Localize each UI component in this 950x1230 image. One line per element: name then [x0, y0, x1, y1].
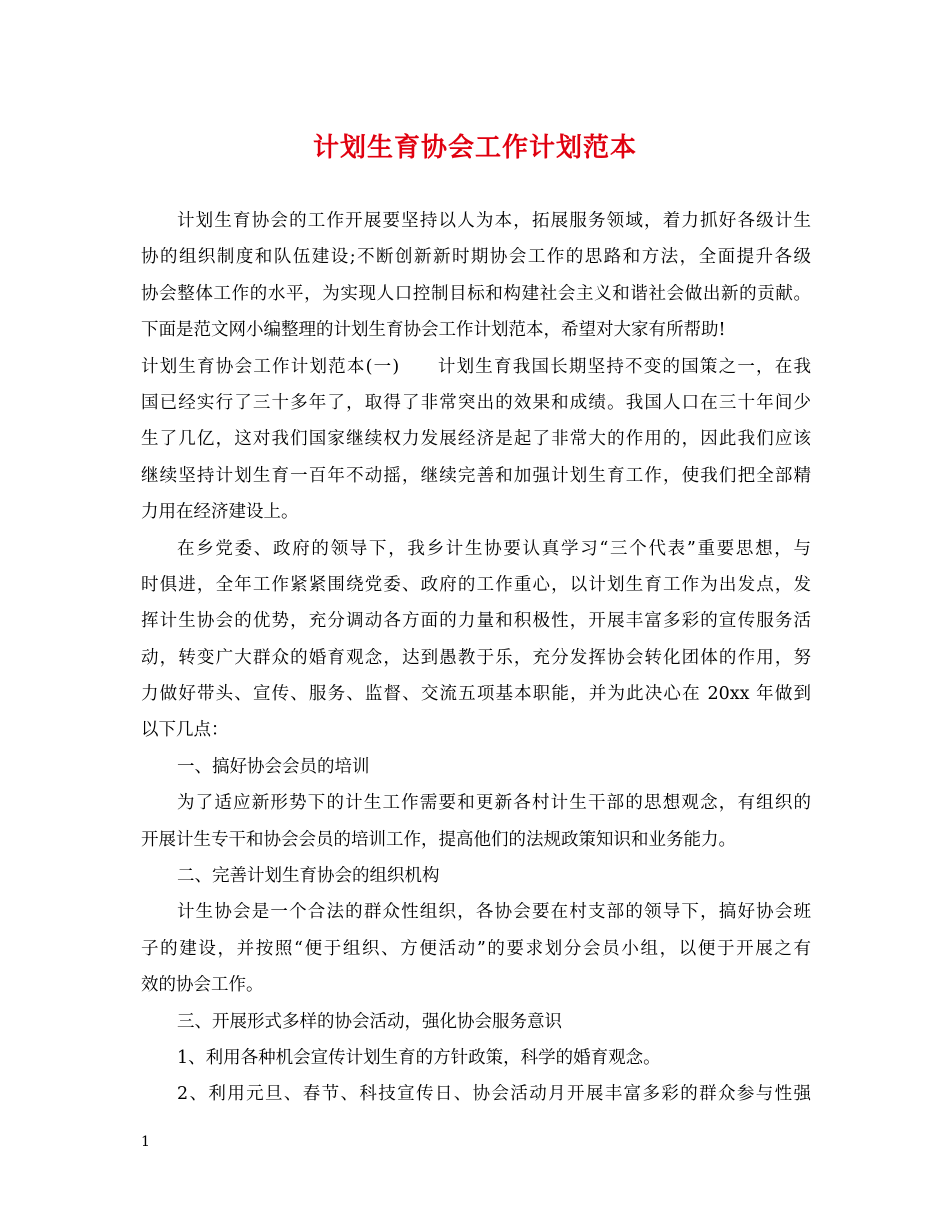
document-title: 计划生育协会工作计划范本 — [312, 133, 637, 163]
text-line: 下面是范文网小编整理的计划生育协会工作计划范本，希望对大家有所帮助! — [141, 320, 726, 341]
text-line: 生了几亿，这对我们国家继续权力发展经济是起了非常大的作用的，因此我们应该 — [141, 429, 811, 450]
text-line: 继续坚持计划生育一百年不动摇，继续完善和加强计划生育工作，使我们把全部精 — [141, 465, 811, 486]
section-heading: 三、开展形式多样的协会活动，强化协会服务意识 — [177, 1011, 562, 1032]
page-number: 1 — [141, 1134, 150, 1150]
text-line: 协的组织制度和队伍建设;不断创新新时期协会工作的思路和方法，全面提升各级 — [141, 247, 811, 268]
text-line: 以下几点： — [141, 720, 229, 741]
text-line: 力用在经济建设上。 — [141, 502, 299, 523]
text-line: 为了适应新形势下的计生工作需要和更新各村计生干部的思想观念，有组织的 — [177, 793, 811, 814]
text-line: 计划生育协会工作计划范本(一) 计划生育我国长期坚持不变的国策之一，在我 — [141, 356, 811, 377]
list-item: 2、利用元旦、春节、科技宣传日、协会活动月开展丰富多彩的群众参与性强 — [177, 1084, 811, 1105]
text-line: 协会整体工作的水平，为实现人口控制目标和构建社会主义和谐社会做出新的贡献。 — [141, 283, 811, 304]
text-line: 效的协会工作。 — [141, 975, 264, 996]
text-line: 计划生育协会的工作开展要坚持以人为本，拓展服务领域，着力抓好各级计生 — [177, 211, 811, 231]
text-line: 力做好带头、宣传、服务、监督、交流五项基本职能，并为此决心在 20xx 年做到 — [141, 684, 811, 705]
text-line: 开展计生专干和协会会员的培训工作，提高他们的法规政策知识和业务能力。 — [141, 829, 736, 850]
text-line: 子的建设，并按照“便于组织、方便活动”的要求划分会员小组，以便于开展之有 — [141, 938, 811, 959]
text-line: 动，转变广大群众的婚育观念，达到愚教于乐，充分发挥协会转化团体的作用，努 — [141, 647, 811, 668]
document-body — [141, 203, 811, 1113]
list-item: 1、利用各种机会宣传计划生育的方针政策，科学的婚育观念。 — [177, 1047, 661, 1068]
section-heading: 二、完善计划生育协会的组织机构 — [177, 866, 440, 887]
section-heading: 一、搞好协会会员的培训 — [177, 756, 370, 777]
text-line: 在乡党委、政府的领导下，我乡计生协要认真学习“三个代表”重要思想，与 — [177, 538, 811, 559]
text-line: 挥计生协会的优势，充分调动各方面的力量和积极性，开展丰富多彩的宣传服务活 — [141, 611, 811, 632]
text-line: 计生协会是一个合法的群众性组织，各协会要在村支部的领导下，搞好协会班 — [177, 902, 811, 923]
text-line: 时俱进，全年工作紧紧围绕党委、政府的工作重心，以计划生育工作为出发点，发 — [141, 574, 811, 595]
text-line: 国已经实行了三十多年了，取得了非常突出的效果和成绩。我国人口在三十年间少 — [141, 392, 811, 413]
